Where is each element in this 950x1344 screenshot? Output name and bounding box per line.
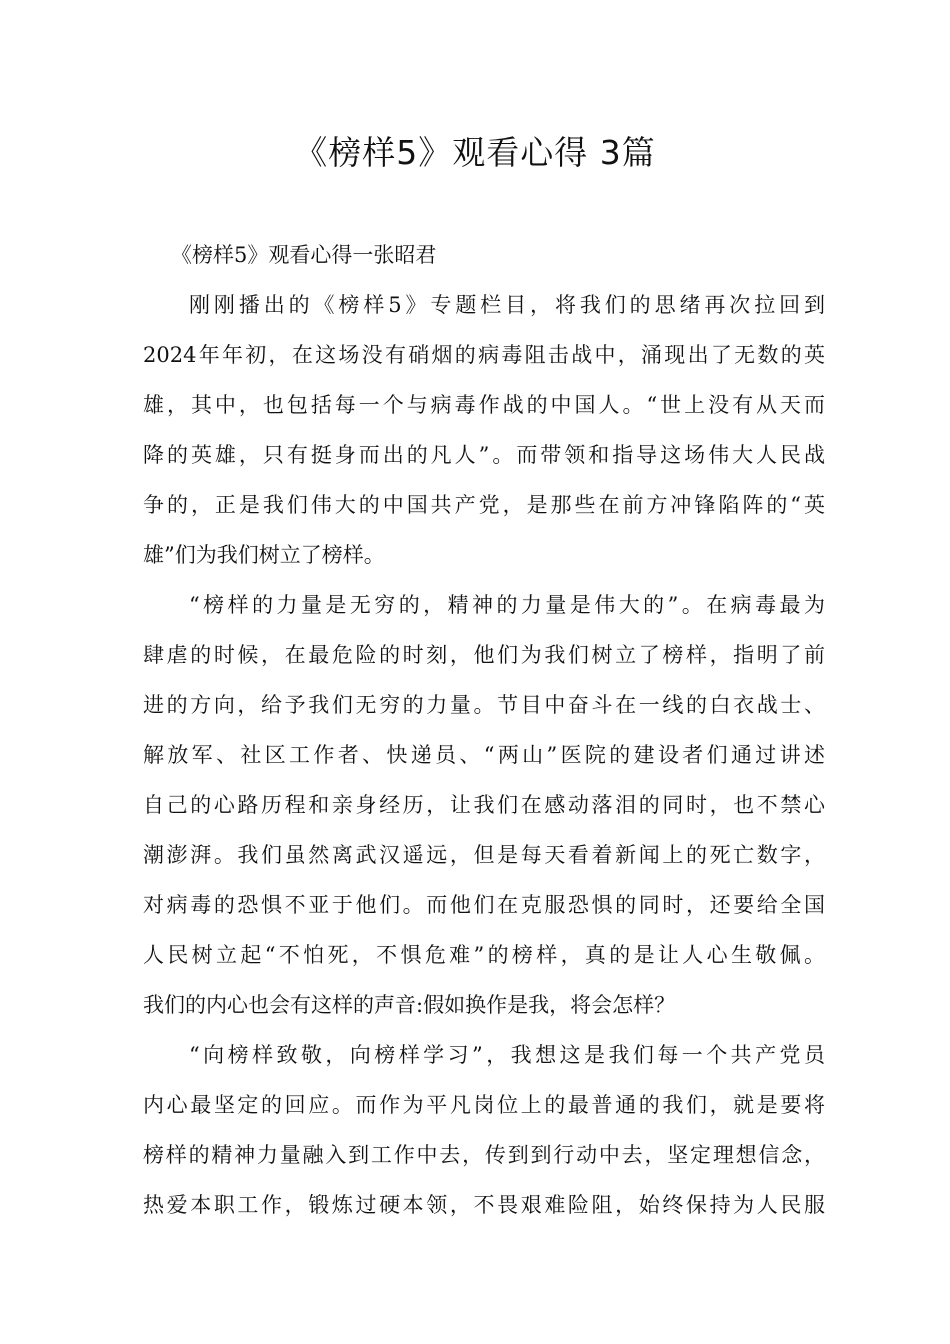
text-line: 争的，正是我们伟大的中国共产党，是那些在前方冲锋陷阵的“英	[143, 493, 825, 517]
document-body	[143, 230, 825, 1230]
text-line: 降的英雄，只有挺身而出的凡人”。而带领和指导这场伟大人民战	[143, 443, 825, 467]
paragraph-1	[143, 280, 825, 580]
text-line: 刚刚播出的《榜样5》专题栏目，将我们的思绪再次拉回到	[189, 293, 825, 317]
text-line: 潮澎湃。我们虽然离武汉遥远，但是每天看着新闻上的死亡数字，	[143, 843, 825, 867]
document-title: 《榜样5》观看心得 3篇	[294, 133, 656, 172]
text-line: 2024年年初，在这场没有硝烟的病毒阻击战中，涌现出了无数的英	[143, 343, 825, 367]
text-line: 解放军、社区工作者、快递员、“两山”医院的建设者们通过讲述	[143, 743, 825, 767]
article-subtitle: 《榜样5》观看心得一张昭君	[171, 243, 437, 267]
text-line: 内心最坚定的回应。而作为平凡岗位上的最普通的我们，就是要将	[143, 1093, 825, 1117]
text-line: 对病毒的恐惧不亚于他们。而他们在克服恐惧的同时，还要给全国	[143, 893, 825, 917]
text-line: 肆虐的时候，在最危险的时刻，他们为我们树立了榜样，指明了前	[143, 643, 825, 667]
text-line: 雄”们为我们树立了榜样。	[143, 543, 385, 567]
text-line: 人民树立起“不怕死，不惧危难”的榜样，真的是让人心生敬佩。	[143, 943, 825, 967]
paragraph-3	[143, 1030, 825, 1230]
text-line: “向榜样致敬，向榜样学习”，我想这是我们每一个共产党员	[189, 1043, 825, 1067]
text-line: 自己的心路历程和亲身经历，让我们在感动落泪的同时，也不禁心	[143, 793, 825, 817]
text-line: 热爱本职工作，锻炼过硬本领，不畏艰难险阻，始终保持为人民服	[143, 1193, 825, 1217]
paragraph-2	[143, 580, 825, 1030]
text-line: 我们的内心也会有这样的声音:假如换作是我，将会怎样？	[143, 993, 676, 1017]
text-line: 进的方向，给予我们无穷的力量。节目中奋斗在一线的白衣战士、	[143, 693, 825, 717]
text-line: “榜样的力量是无穷的，精神的力量是伟大的”。在病毒最为	[189, 593, 825, 617]
text-line: 雄，其中，也包括每一个与病毒作战的中国人。“世上没有从天而	[143, 393, 825, 417]
text-line: 榜样的精神力量融入到工作中去，传到到行动中去，坚定理想信念，	[143, 1143, 825, 1167]
